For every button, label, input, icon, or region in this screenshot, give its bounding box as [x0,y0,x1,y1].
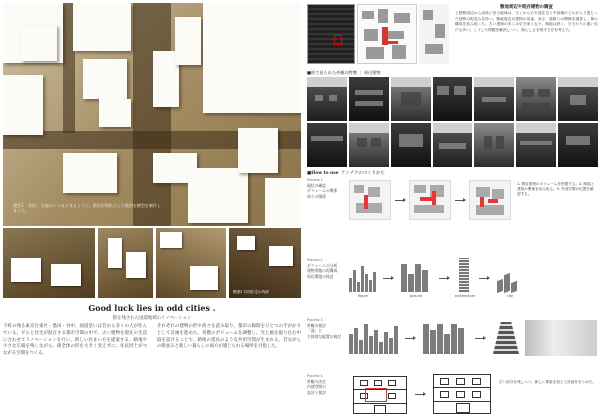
model-thumb-4 [229,228,301,298]
process-1-map-a [349,180,391,220]
howto-header: ■How to use ケンチクのつくりかた [307,171,385,176]
process-2-arrow-b [439,278,449,279]
model-thumb-2 [98,228,153,298]
process-4-desc: 外観の決定 内部空間の 設計と検討 [307,378,326,395]
label-architecture: architecture [454,294,476,298]
facade-photo [516,123,556,167]
process-4-name: Process 4 [307,374,323,378]
process-1-note: 1. 既存建物のボリュームを把握する。2. 路地と建物の関係を読み取る。3. 外部空間の位置を確認する。 [517,182,595,197]
essay-body [3,324,301,417]
model-thumb-3 [156,228,226,298]
process-4 [307,374,598,418]
process-4-note: 古い部分を残しつつ、新しい要素を加えて計画をまとめた。 [499,380,596,384]
architecture-tower [459,258,469,292]
analysis-body: 上野駅周辺から浅草に至る地域は、古くからの木造住宅と中高層のビルが入り混じった独特の街並みを持つ。敷地周辺の建物の用途、高さ、道路との関係を調査し、街の構成を読み取った。古い建物の多くは空き家となり、路地は狭く、日当たりの悪い住戸も多い。こうした問題を解決しつつ、街らしさを残す方法を考えた。 [455,11,598,32]
city-bars [497,268,517,292]
essay-title-en: Good luck lies in odd cities . [88,303,216,313]
facade-photo [433,123,473,167]
process-2-name: Process 2 [307,258,323,262]
facade-photo [391,77,431,121]
process-1-map-b [409,180,451,220]
facade-elevation-b [433,374,491,414]
analysis-title: 敷地周辺や既存建物の調査 [500,5,553,10]
facade-photo [433,77,473,121]
howto-title-en: How to use [311,171,339,176]
process-1 [307,178,598,240]
essay-column-2: それぞれの建物の形や高さを読み取り、都市の隙間をひとつの手がかりとして計画を進めた。各階のボリュームを調整し、光と風を取り込む中庭を設けることで、路地の延長のような共用空間が生まれる。昔ながらの街並みと新しい暮らしの両方が感じられる場所を目指した。 [157,324,301,350]
photo-header: ■街で見られた外観の特徴 ｜ 周辺建物 [307,70,381,75]
zoning-map [419,4,449,64]
street-perspective [525,320,597,356]
facade-photo [516,77,556,121]
label-ground: ground [410,294,422,298]
process-4-arrow [415,394,425,395]
facade-photo [307,77,347,121]
facade-photo [307,123,347,167]
essay-column-1: 下町の残る東京台東区・墨田・谷中、国道沿いは昔から多くの人が住んでいる。ビルと住宅が混在する都市空間の中で、古い建物を現在の生活に合わせてリノベーションを行い、新しい住まい方を提案する。路地や小さな広場を残しながら、街全体の形を大きく変えずに、住民同士がつながる空間をつくる。 [3,324,147,357]
facade-photo [558,77,598,121]
facade-photo [349,123,389,167]
highlight-box [365,388,387,402]
process-3-arrow-a [405,338,415,339]
process-3-arrow-b [475,338,485,339]
process-1-desc: 現状の確認 ボリュームの関係 周りの関係 [307,182,338,199]
main-model-photo [3,3,301,226]
process-1-map-c [469,180,511,220]
process-2 [307,258,598,308]
satellite-map [307,4,355,64]
site-plan-map [357,4,417,64]
main-model-caption: 模型1 「街区」全部が１つまとまるように、新旧定期拡大した範囲を模型を制作しました。 [13,203,161,213]
model-thumb-1 [3,228,95,298]
process-2-arrow-a [383,278,393,279]
analysis-panel [305,0,600,420]
process-1-name: Process 1 [307,178,323,182]
model-thumb-caption: 模型2 共同住宅の内部 [233,290,269,294]
facade-photo-grid [307,77,598,167]
stepped-volume [493,322,519,354]
facade-photo [349,77,389,121]
facade-photo [474,123,514,167]
figure-bars [349,264,376,292]
process-3-name: Process 3 [307,318,323,322]
elevation-bars-a [349,324,398,354]
facade-photo [558,123,598,167]
facade-photo [474,77,514,121]
model-thumbnails [3,228,301,298]
process-3 [307,318,598,364]
essay-title-jp: 街を残された国道地域のリノベーション [112,316,192,321]
facade-photo [391,123,431,167]
howto-title-jp: ケンチクのつくりかた [341,171,385,176]
process-2-arrow-c [479,278,489,279]
label-figure: figure [358,294,368,298]
process-1-arrow-b [455,200,465,201]
process-3-desc: 外観の検討 「面」と 立体的な配置の検討 [307,322,342,339]
elevation-bars-b [423,324,464,354]
process-1-arrow-a [395,200,405,201]
ground-bars [401,264,428,292]
label-city: city [506,294,514,298]
process-2-desc: ボリュームの分析 建物形態の再構成 周辺環境の検討 [307,262,338,279]
